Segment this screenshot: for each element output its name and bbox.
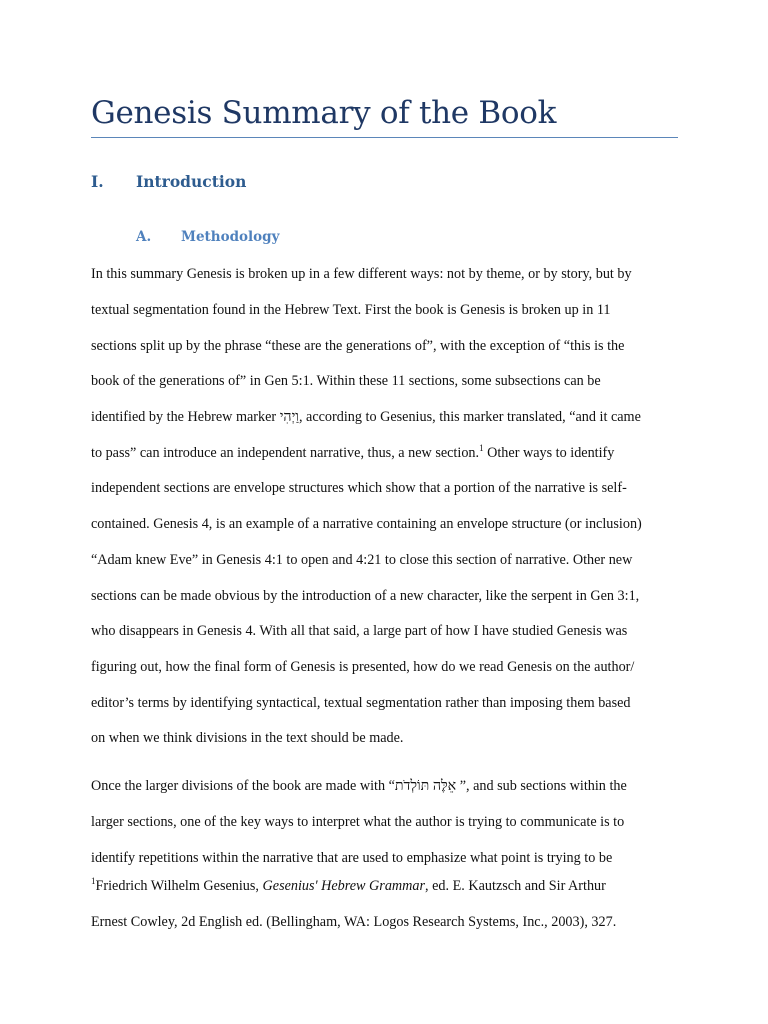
paragraph-line: book of the generations of” in Gen 5:1. Within these 11 sections, some subsections can be (91, 373, 601, 389)
footnote-text: , ed. E. Kautzsch and Sir Arthur (425, 878, 606, 894)
footnote-line (91, 875, 606, 897)
paragraph-line: sections split up by the phrase “these are the generations of”, with the exception of “this is the (91, 338, 625, 354)
paragraph-line: “Adam knew Eve” in Genesis 4:1 to open and 4:21 to close this section of narrative. Other new (91, 552, 633, 568)
paragraph-line: larger sections, one of the key ways to interpret what the author is trying to communicate is to (91, 814, 625, 830)
paragraph-line: editor’s terms by identifying syntactical, textual segmentation rather than imposing them based (91, 695, 631, 711)
title-underline (91, 137, 678, 138)
footnote-number: 1 (91, 876, 96, 886)
paragraph-line: identified by the Hebrew marker וַיְהִי, according to Gesenius, this marker translated, “and it came (91, 409, 641, 425)
paragraph-line: identify repetitions within the narrative that are used to emphasize what point is trying to be (91, 850, 613, 866)
paragraph-line: independent sections are envelope structures which show that a portion of the narrative is self- (91, 480, 627, 496)
paragraph-line: Once the larger divisions of the book are made with “אֵלֶּה תּוֹלְדֹת ”, and sub sections within the (91, 778, 627, 794)
paragraph-line: figuring out, how the final form of Genesis is presented, how do we read Genesis on the author/ (91, 659, 635, 675)
section-number: I. (91, 172, 104, 191)
document-title: Genesis Summary of the Book (91, 95, 557, 131)
paragraph-line: contained. Genesis 4, is an example of a narrative containing an envelope structure (or inclusion) (91, 516, 642, 532)
footnote-text: Friedrich Wilhelm Gesenius, (95, 878, 263, 894)
paragraph-line: sections can be made obvious by the introduction of a new character, like the serpent in Gen 3:1, (91, 588, 640, 604)
section-heading: Introduction (136, 172, 247, 191)
paragraph-line: textual segmentation found in the Hebrew Text. First the book is Genesis is broken up in 11 (91, 302, 611, 318)
paragraph-line: In this summary Genesis is broken up in a few different ways: not by theme, or by story, but by (91, 266, 632, 282)
paragraph-line-with-footnote (91, 442, 614, 464)
footnote-reference[interactable]: 1 (479, 443, 484, 453)
paragraph-line: who disappears in Genesis 4. With all that said, a large part of how I have studied Genesis was (91, 623, 628, 639)
footnote-line: Ernest Cowley, 2d English ed. (Bellingham, WA: Logos Research Systems, Inc., 2003), 327. (91, 914, 617, 930)
paragraph-text: Other ways to identify (483, 445, 615, 461)
subsection-heading: Methodology (181, 229, 280, 245)
subsection-letter: A. (136, 229, 152, 245)
paragraph-line: on when we think divisions in the text should be made. (91, 730, 404, 746)
paragraph-text: to pass” can introduce an independent narrative, thus, a new section. (91, 445, 480, 461)
footnote-book-title: Gesenius' Hebrew Grammar (262, 878, 426, 894)
